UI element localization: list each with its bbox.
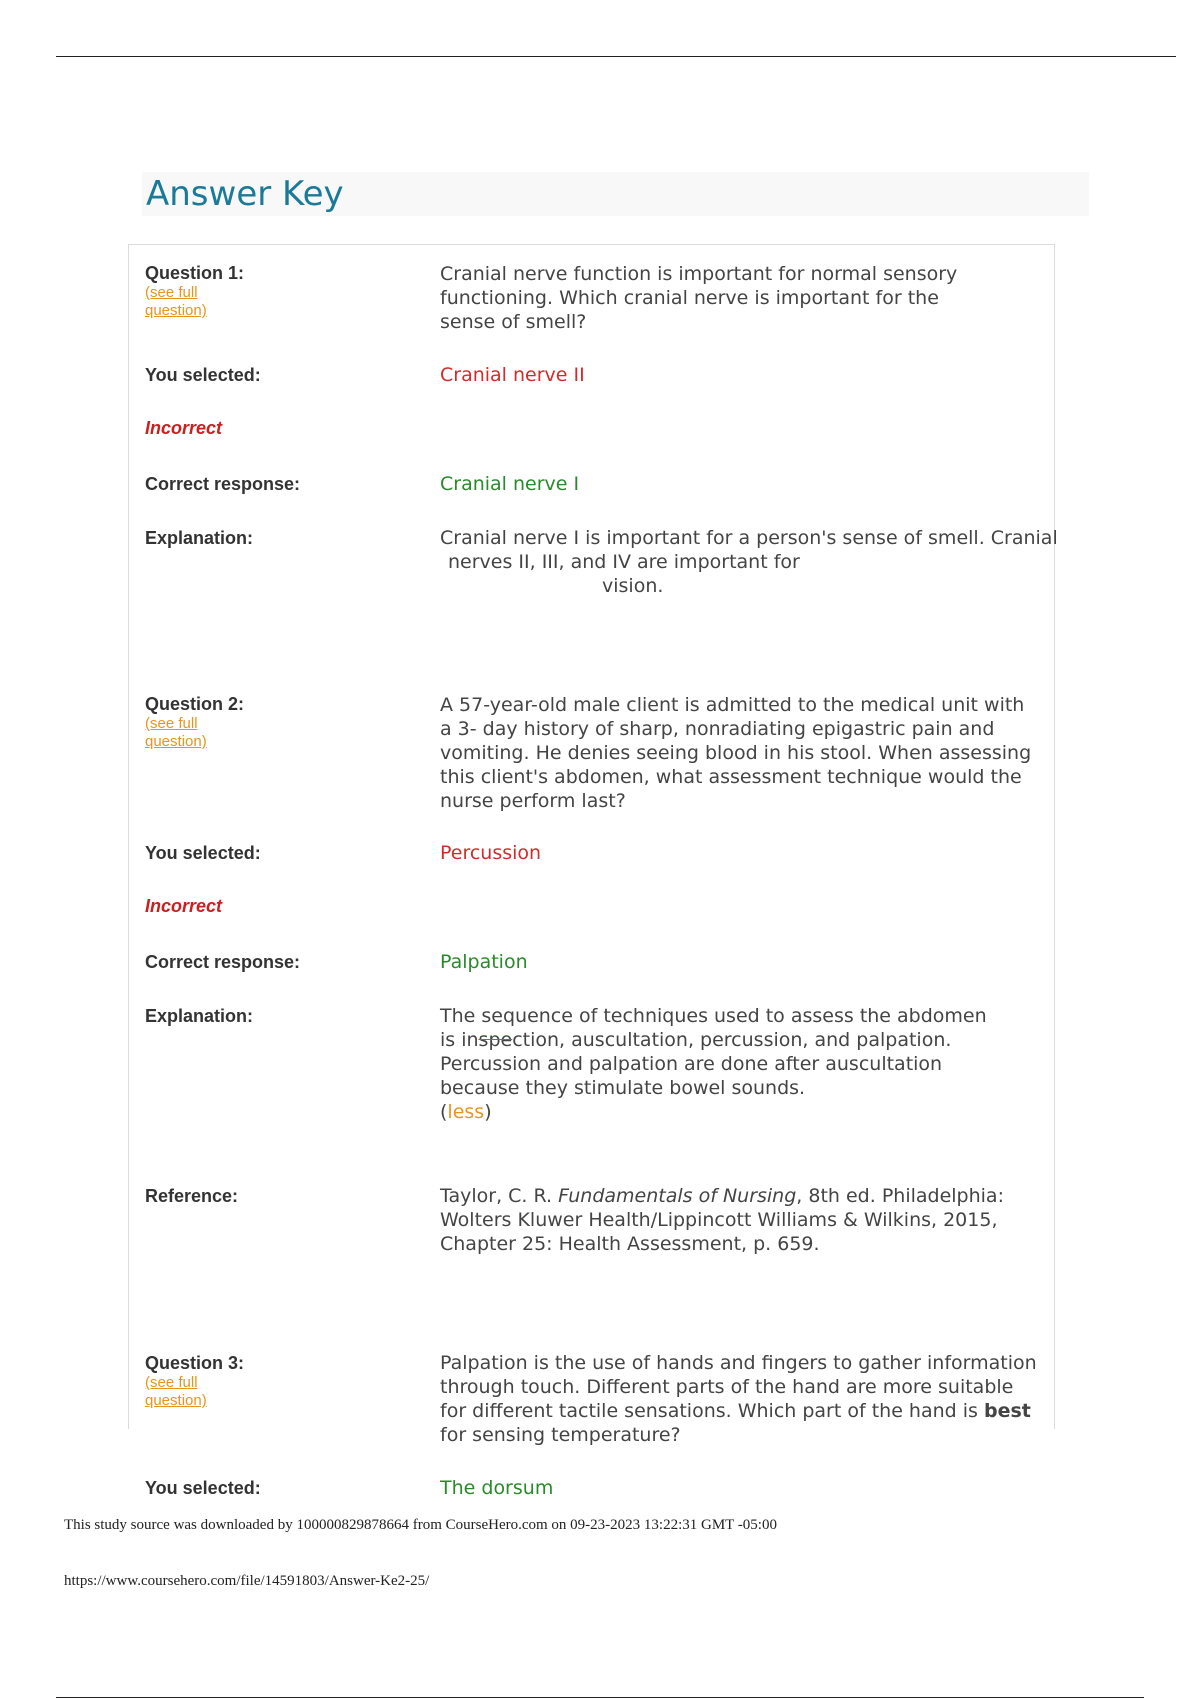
question-1-status: Incorrect xyxy=(145,418,223,438)
reference-book-title: Fundamentals of Nursing xyxy=(558,1185,797,1207)
question-2-explanation xyxy=(440,1004,995,1124)
title-bar xyxy=(142,172,1089,216)
question-3-text-a: Palpation is the use of hands and fingers to gather information through touch. Different parts of the hand are more suitable for different tactile sensations. Which part of the hand is xyxy=(440,1352,1037,1422)
question-1-explanation-line-3: vision. xyxy=(602,575,664,597)
question-3-text-bold: best xyxy=(983,1400,1031,1422)
question-3-number: Question 3: xyxy=(145,1353,245,1373)
download-notice: This study source was downloaded by 100000829878664 from CourseHero.com on 09-23-2023 13:22:31 GMT -05:00 xyxy=(64,1517,777,1533)
question-1-you-selected-label: You selected: xyxy=(145,365,261,385)
question-2-number: Question 2: xyxy=(145,694,245,714)
question-1-see-full-link[interactable]: (see full question) xyxy=(145,284,207,319)
less-close-paren: ) xyxy=(484,1101,492,1123)
less-open-paren: ( xyxy=(440,1101,448,1123)
reference-author: Taylor, C. R. xyxy=(440,1185,559,1207)
question-2-label xyxy=(145,693,244,751)
top-rule xyxy=(56,56,1176,57)
question-2-correct-label: Correct response: xyxy=(145,952,301,972)
question-3-you-selected-label: You selected: xyxy=(145,1478,261,1498)
question-2-text: A 57-year-old male client is admitted to the medical unit with a 3- day history of sharp, nonradiating epigastric pain and vomiting. He denies seeing blood in his stool. When assessing this client's abdomen, what assessment technique would the nurse perform last? xyxy=(440,694,1032,812)
question-2-see-full-link[interactable]: (see full question) xyxy=(145,715,207,750)
question-1-label xyxy=(145,262,244,320)
question-1-number: Question 1: xyxy=(145,263,245,283)
source-url: https://www.coursehero.com/file/14591803/Answer-Ke2-25/ xyxy=(64,1573,430,1589)
reference-details: , 8th ed. Philadelphia: Wolters Kluwer Health/Lippincott Williams & Wilkins, 2015, Chapter 25: Health Assessment, p. 659. xyxy=(440,1185,1004,1255)
page-title: Answer Key xyxy=(146,174,344,214)
less-link[interactable]: less xyxy=(447,1101,485,1123)
question-3-selected-answer: The dorsum xyxy=(440,1477,554,1499)
question-1-explanation-line-2: nerves II, III, and IV are important for xyxy=(448,551,800,573)
question-2-status: Incorrect xyxy=(145,896,223,916)
question-2-selected-answer: Percussion xyxy=(440,842,542,864)
question-1-correct-answer: Cranial nerve I xyxy=(440,473,580,495)
question-1-explanation-line-1: Cranial nerve I is important for a person's sense of smell. Cranial xyxy=(440,527,1058,549)
question-2-reference-label: Reference: xyxy=(145,1186,239,1206)
question-2-you-selected-label: You selected: xyxy=(145,843,261,863)
question-2-explanation-label: Explanation: xyxy=(145,1006,254,1026)
question-3-see-full-link[interactable]: (see full question) xyxy=(145,1374,207,1409)
question-1-selected-answer: Cranial nerve II xyxy=(440,364,585,386)
question-2-correct-answer: Palpation xyxy=(440,951,528,973)
question-3-label xyxy=(145,1352,244,1410)
question-1-explanation-label: Explanation: xyxy=(145,528,254,548)
question-2-explanation-text-a: The sequence of techniques used to assess the abdomen is in xyxy=(440,1005,987,1051)
question-3-text-b: for sensing temperature? xyxy=(440,1424,681,1446)
question-2-reference xyxy=(440,1184,1040,1256)
question-2-explanation-strike: spe xyxy=(478,1029,513,1051)
question-1-correct-label: Correct response: xyxy=(145,474,301,494)
question-2-explanation-text-b: ction, auscultation, percussion, and palpation. Percussion and palpation are done after auscultation because they stimulate bowel sounds. xyxy=(440,1029,952,1099)
question-1-explanation xyxy=(440,526,1120,598)
question-3-text xyxy=(440,1351,1040,1447)
question-1-text: Cranial nerve function is important for normal sensory functioning. Which cranial nerve is important for the sense of smell? xyxy=(440,263,958,333)
bottom-rule xyxy=(56,1697,1144,1698)
